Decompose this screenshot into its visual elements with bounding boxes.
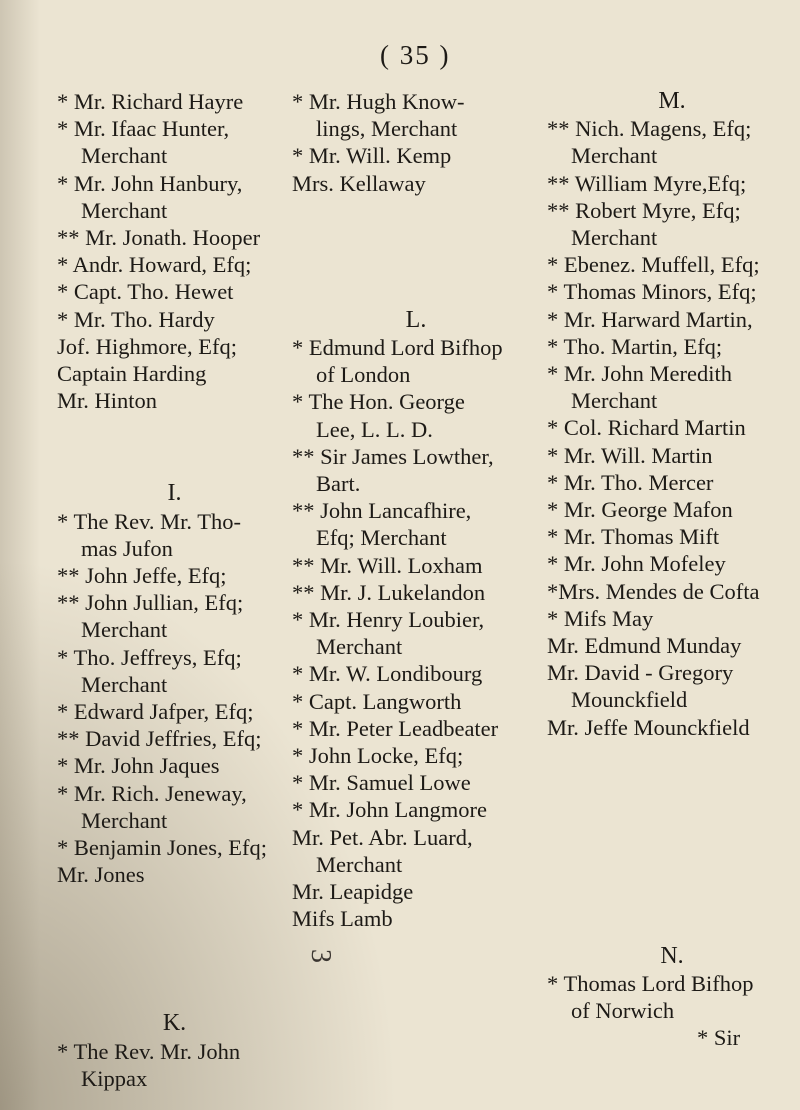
list-item: * Mr. John Meredith: [547, 361, 732, 387]
list-item: Captain Harding: [57, 361, 207, 387]
list-item: * Tho. Martin, Efq;: [547, 333, 723, 359]
list-item: Kippax: [81, 1065, 148, 1091]
list-item: * Mr. Peter Leadbeater: [292, 715, 499, 741]
list-item: Jof. Highmore, Efq;: [57, 333, 237, 359]
list-item: ** William Myre,Efq;: [547, 170, 747, 196]
middle-column: [292, 88, 540, 932]
list-item: ** Robert Myre, Efq;: [547, 197, 741, 223]
list-item: ** Mr. Will. Loxham: [292, 552, 483, 578]
list-item: *Mrs. Mendes de Cofta: [547, 578, 760, 604]
list-item: ** Sir James Lowther,: [292, 443, 494, 469]
list-item: Mr. David - Gregory: [547, 660, 734, 686]
list-item: * Andr. Howard, Efq;: [57, 252, 252, 278]
list-item: * Mr. Harward Martin,: [547, 306, 753, 332]
list-item: * Tho. Jeffreys, Efq;: [57, 644, 242, 670]
list-item: Lee, L. L. D.: [316, 416, 433, 442]
list-item: Mrs. Kellaway: [292, 170, 426, 196]
list-item: ** Mr. Jonath. Hooper: [57, 225, 261, 251]
list-item: * Mr. Samuel Lowe: [292, 770, 471, 796]
list-item: * Mr. Will. Martin: [547, 442, 713, 468]
list-item: ** David Jeffries, Efq;: [57, 726, 262, 752]
list-item: * Mr. Tho. Mercer: [547, 469, 714, 495]
list-item: * The Hon. George: [292, 389, 465, 415]
section-heading-n: N.: [660, 942, 684, 969]
list-item: * Mr. Will. Kemp: [292, 143, 452, 169]
list-item: Mr. Edmund Munday: [547, 633, 742, 659]
list-item: * Mr. Rich. Jeneway,: [57, 780, 247, 806]
list-item: lings, Merchant: [316, 116, 458, 142]
list-item: Mr. Hinton: [57, 388, 158, 414]
list-item: Efq; Merchant: [316, 525, 447, 551]
list-item: * Mr. John Langmore: [292, 797, 487, 823]
list-item: Merchant: [316, 851, 403, 877]
list-item: of London: [316, 362, 411, 388]
left-column: [57, 88, 292, 1092]
list-item: Mifs Lamb: [292, 906, 393, 932]
list-item: Mr. Jeffe Mounckfield: [547, 714, 750, 740]
list-item: * Mr. Tho. Hardy: [57, 306, 215, 332]
list-item: * Capt. Tho. Hewet: [57, 279, 234, 305]
list-item: * Mr. Ifaac Hunter,: [57, 116, 230, 142]
list-item: mas Jufon: [81, 535, 173, 561]
list-item: * Edward Jafper, Efq;: [57, 699, 254, 725]
list-item: Merchant: [81, 807, 168, 833]
list-item: Merchant: [571, 143, 658, 169]
list-item: * Edmund Lord Bifhop: [292, 335, 503, 361]
list-item: ** Mr. J. Lukelandon: [292, 579, 486, 605]
list-item: * The Rev. Mr. Tho-: [57, 508, 241, 534]
list-item: Merchant: [81, 143, 168, 169]
section-heading-m: M.: [658, 88, 686, 114]
right-column: [547, 88, 797, 1052]
section-heading-l: L.: [405, 306, 427, 333]
list-item: * Thomas Lord Bifhop: [547, 971, 754, 997]
list-item: Merchant: [81, 197, 168, 223]
list-item: * Mr. Thomas Mift: [547, 524, 720, 550]
list-item: * Mifs May: [547, 605, 654, 631]
catchword: * Sir: [697, 1025, 741, 1051]
list-item: * John Locke, Efq;: [292, 743, 464, 769]
list-item: ** John Jeffe, Efq;: [57, 563, 227, 589]
list-item: * Mr. John Mofeley: [547, 551, 726, 577]
page-number: ( 35 ): [380, 40, 451, 70]
list-item: ** John Jullian, Efq;: [57, 590, 244, 616]
list-item: Bart.: [316, 471, 361, 497]
list-item: Mr. Leapidge: [292, 879, 414, 905]
list-item: * The Rev. Mr. John: [57, 1038, 241, 1064]
list-item: * Mr. W. Londibourg: [292, 661, 483, 687]
list-item: * Mr. Henry Loubier,: [292, 607, 485, 633]
list-item: Merchant: [81, 671, 168, 697]
list-item: Mounckfield: [571, 687, 688, 713]
list-item: * Capt. Langworth: [292, 688, 462, 714]
list-item: Merchant: [81, 617, 168, 643]
list-item: * Mr. John Jaques: [57, 753, 220, 779]
list-item: Merchant: [316, 634, 403, 660]
list-item: * Mr. John Hanbury,: [57, 170, 243, 196]
section-heading-k: K.: [162, 1010, 187, 1037]
list-item: * Col. Richard Martin: [547, 415, 746, 441]
list-item: of Norwich: [571, 998, 675, 1024]
list-item: Merchant: [571, 225, 658, 251]
list-item: * Mr. George Mafon: [547, 497, 733, 523]
list-item: * Benjamin Jones, Efq;: [57, 835, 267, 861]
list-item: Merchant: [571, 388, 658, 414]
list-item: * Mr. Hugh Know-: [292, 89, 465, 114]
list-item: * Mr. Richard Hayre: [57, 89, 244, 114]
list-item: * Thomas Minors, Efq;: [547, 279, 757, 305]
list-item: * Ebenez. Muffell, Efq;: [547, 252, 760, 278]
list-item: Mr. Pet. Abr. Luard,: [292, 824, 473, 850]
list-item: ** John Lancafhire,: [292, 498, 472, 524]
section-heading-i: I.: [167, 480, 182, 507]
signature-mark: 3: [305, 949, 336, 963]
list-item: ** Nich. Magens, Efq;: [547, 116, 752, 142]
list-item: Mr. Jones: [57, 862, 145, 888]
